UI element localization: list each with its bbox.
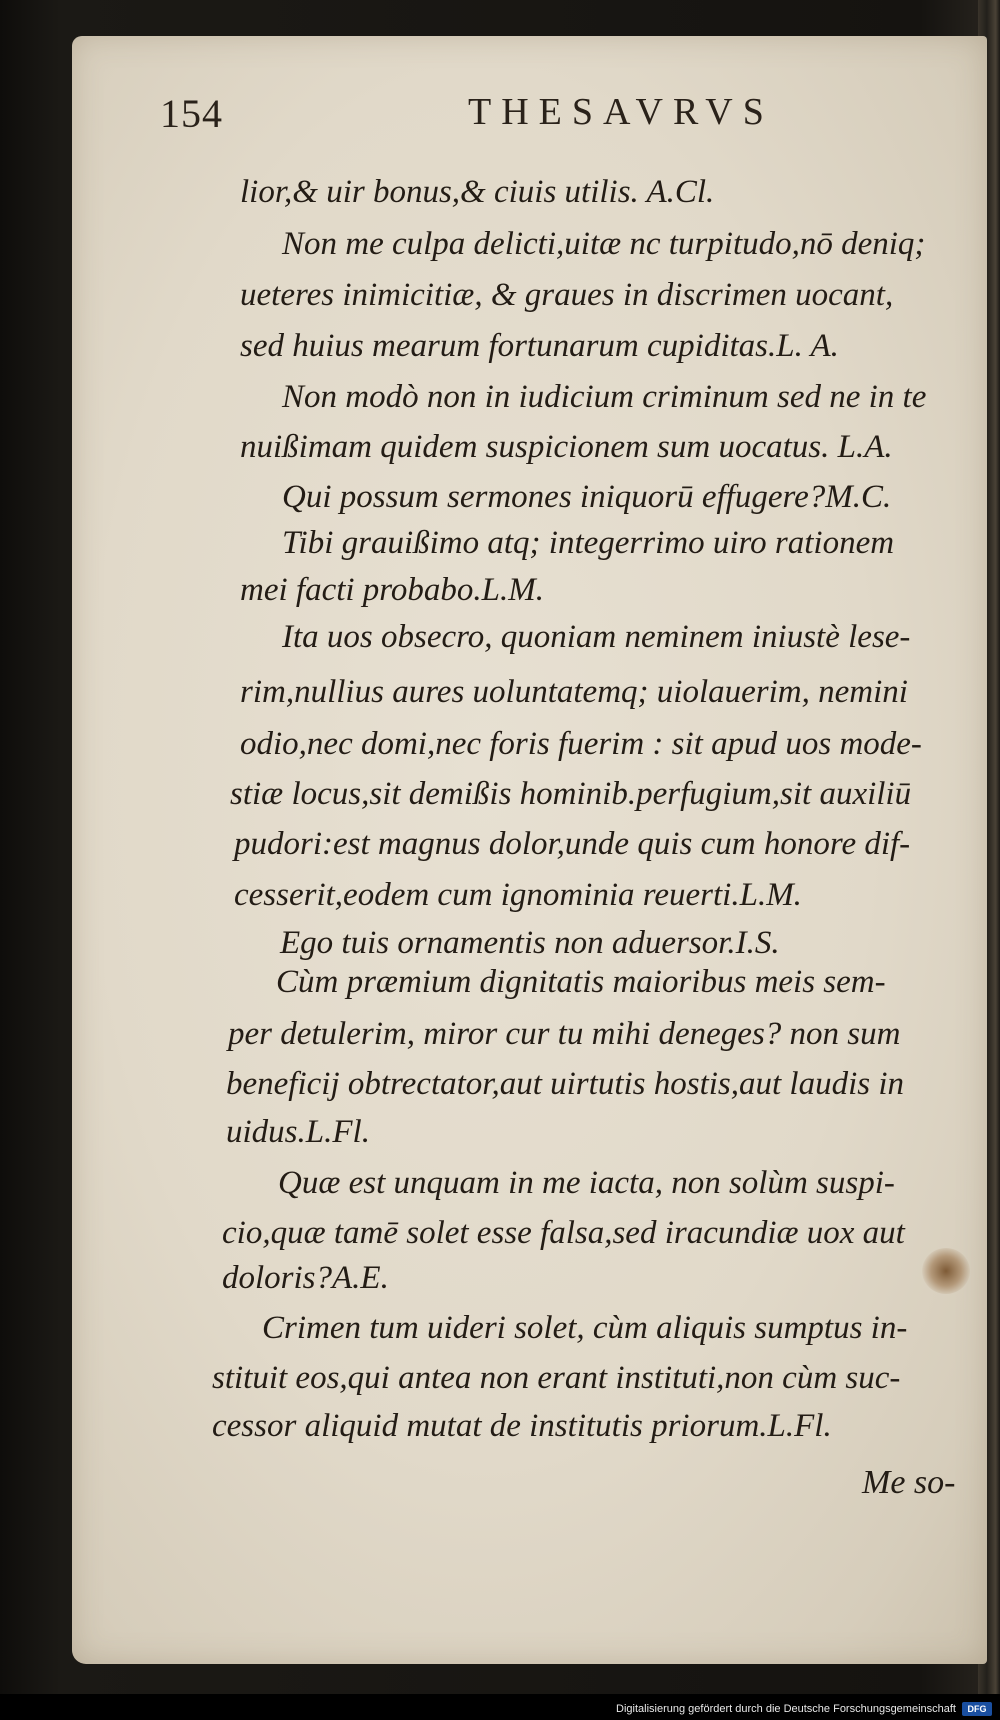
text-line: stituit eos,qui antea non erant instituti,non cùm suc-	[212, 1360, 901, 1396]
text-line: cesserit,eodem cum ignominia reuerti.L.M.	[234, 877, 802, 913]
text-line: Crimen tum uideri solet, cùm aliquis sumptus in-	[262, 1310, 908, 1346]
running-title: THESAVRVS	[468, 91, 774, 133]
text-line: Non me culpa delicti,uitæ nc turpitudo,nō deniq;	[282, 226, 926, 262]
text-line: Quæ est unquam in me iacta, non solùm suspi-	[278, 1165, 895, 1201]
text-line: per detulerim, miror cur tu mihi deneges? non sum	[228, 1016, 901, 1052]
text-line: Tibi grauißimo atq; integerrimo uiro rationem	[282, 525, 895, 561]
text-line: uidus.L.Fl.	[226, 1114, 370, 1150]
text-line: mei facti probabo.L.M.	[240, 572, 545, 608]
page-number: 154	[160, 91, 223, 136]
text-line: Cùm præmium dignitatis maioribus meis sem-	[276, 964, 886, 1000]
text-line: pudori:est magnus dolor,unde quis cum honore dif-	[234, 826, 911, 862]
text-line: nuißimam quidem suspicionem sum uocatus. L.A.	[240, 429, 893, 465]
page-stain	[922, 1248, 970, 1294]
text-line: sed huius mearum fortunarum cupiditas.L. A.	[240, 328, 839, 364]
catchword: Me so-	[862, 1464, 956, 1501]
text-line: beneficij obtrectator,aut uirtutis hostis,aut laudis in	[226, 1066, 905, 1102]
footer-credit: Digitalisierung gefördert durch die Deutsche Forschungsgemeinschaft	[616, 1703, 956, 1715]
text-line: doloris?A.E.	[222, 1260, 389, 1296]
dfg-logo: DFG	[962, 1702, 992, 1716]
text-line: Ego tuis ornamentis non aduersor.I.S.	[280, 925, 780, 961]
text-line: rim,nullius aures uoluntatemq; uiolauerim, nemini	[240, 674, 908, 710]
text-line: Ita uos obsecro, quoniam neminem iniustè lese-	[282, 619, 911, 655]
text-line: odio,nec domi,nec foris fuerim : sit apud uos mode-	[240, 726, 922, 762]
text-line: cio,quæ tamē solet esse falsa,sed iracundiæ uox aut	[222, 1215, 905, 1251]
text-line: stiæ locus,sit demißis hominib.perfugium,sit auxiliū	[230, 776, 912, 812]
text-line: cessor aliquid mutat de institutis priorum.L.Fl.	[212, 1408, 832, 1444]
text-line: Non modò non in iudicium criminum sed ne in te	[282, 379, 927, 415]
text-line: ueteres inimicitiæ, & graues in discrimen uocant,	[240, 277, 894, 313]
text-line: lior,& uir bonus,& ciuis utilis. A.Cl.	[240, 174, 715, 210]
text-line: Qui possum sermones iniquorū effugere?M.C.	[282, 479, 892, 515]
